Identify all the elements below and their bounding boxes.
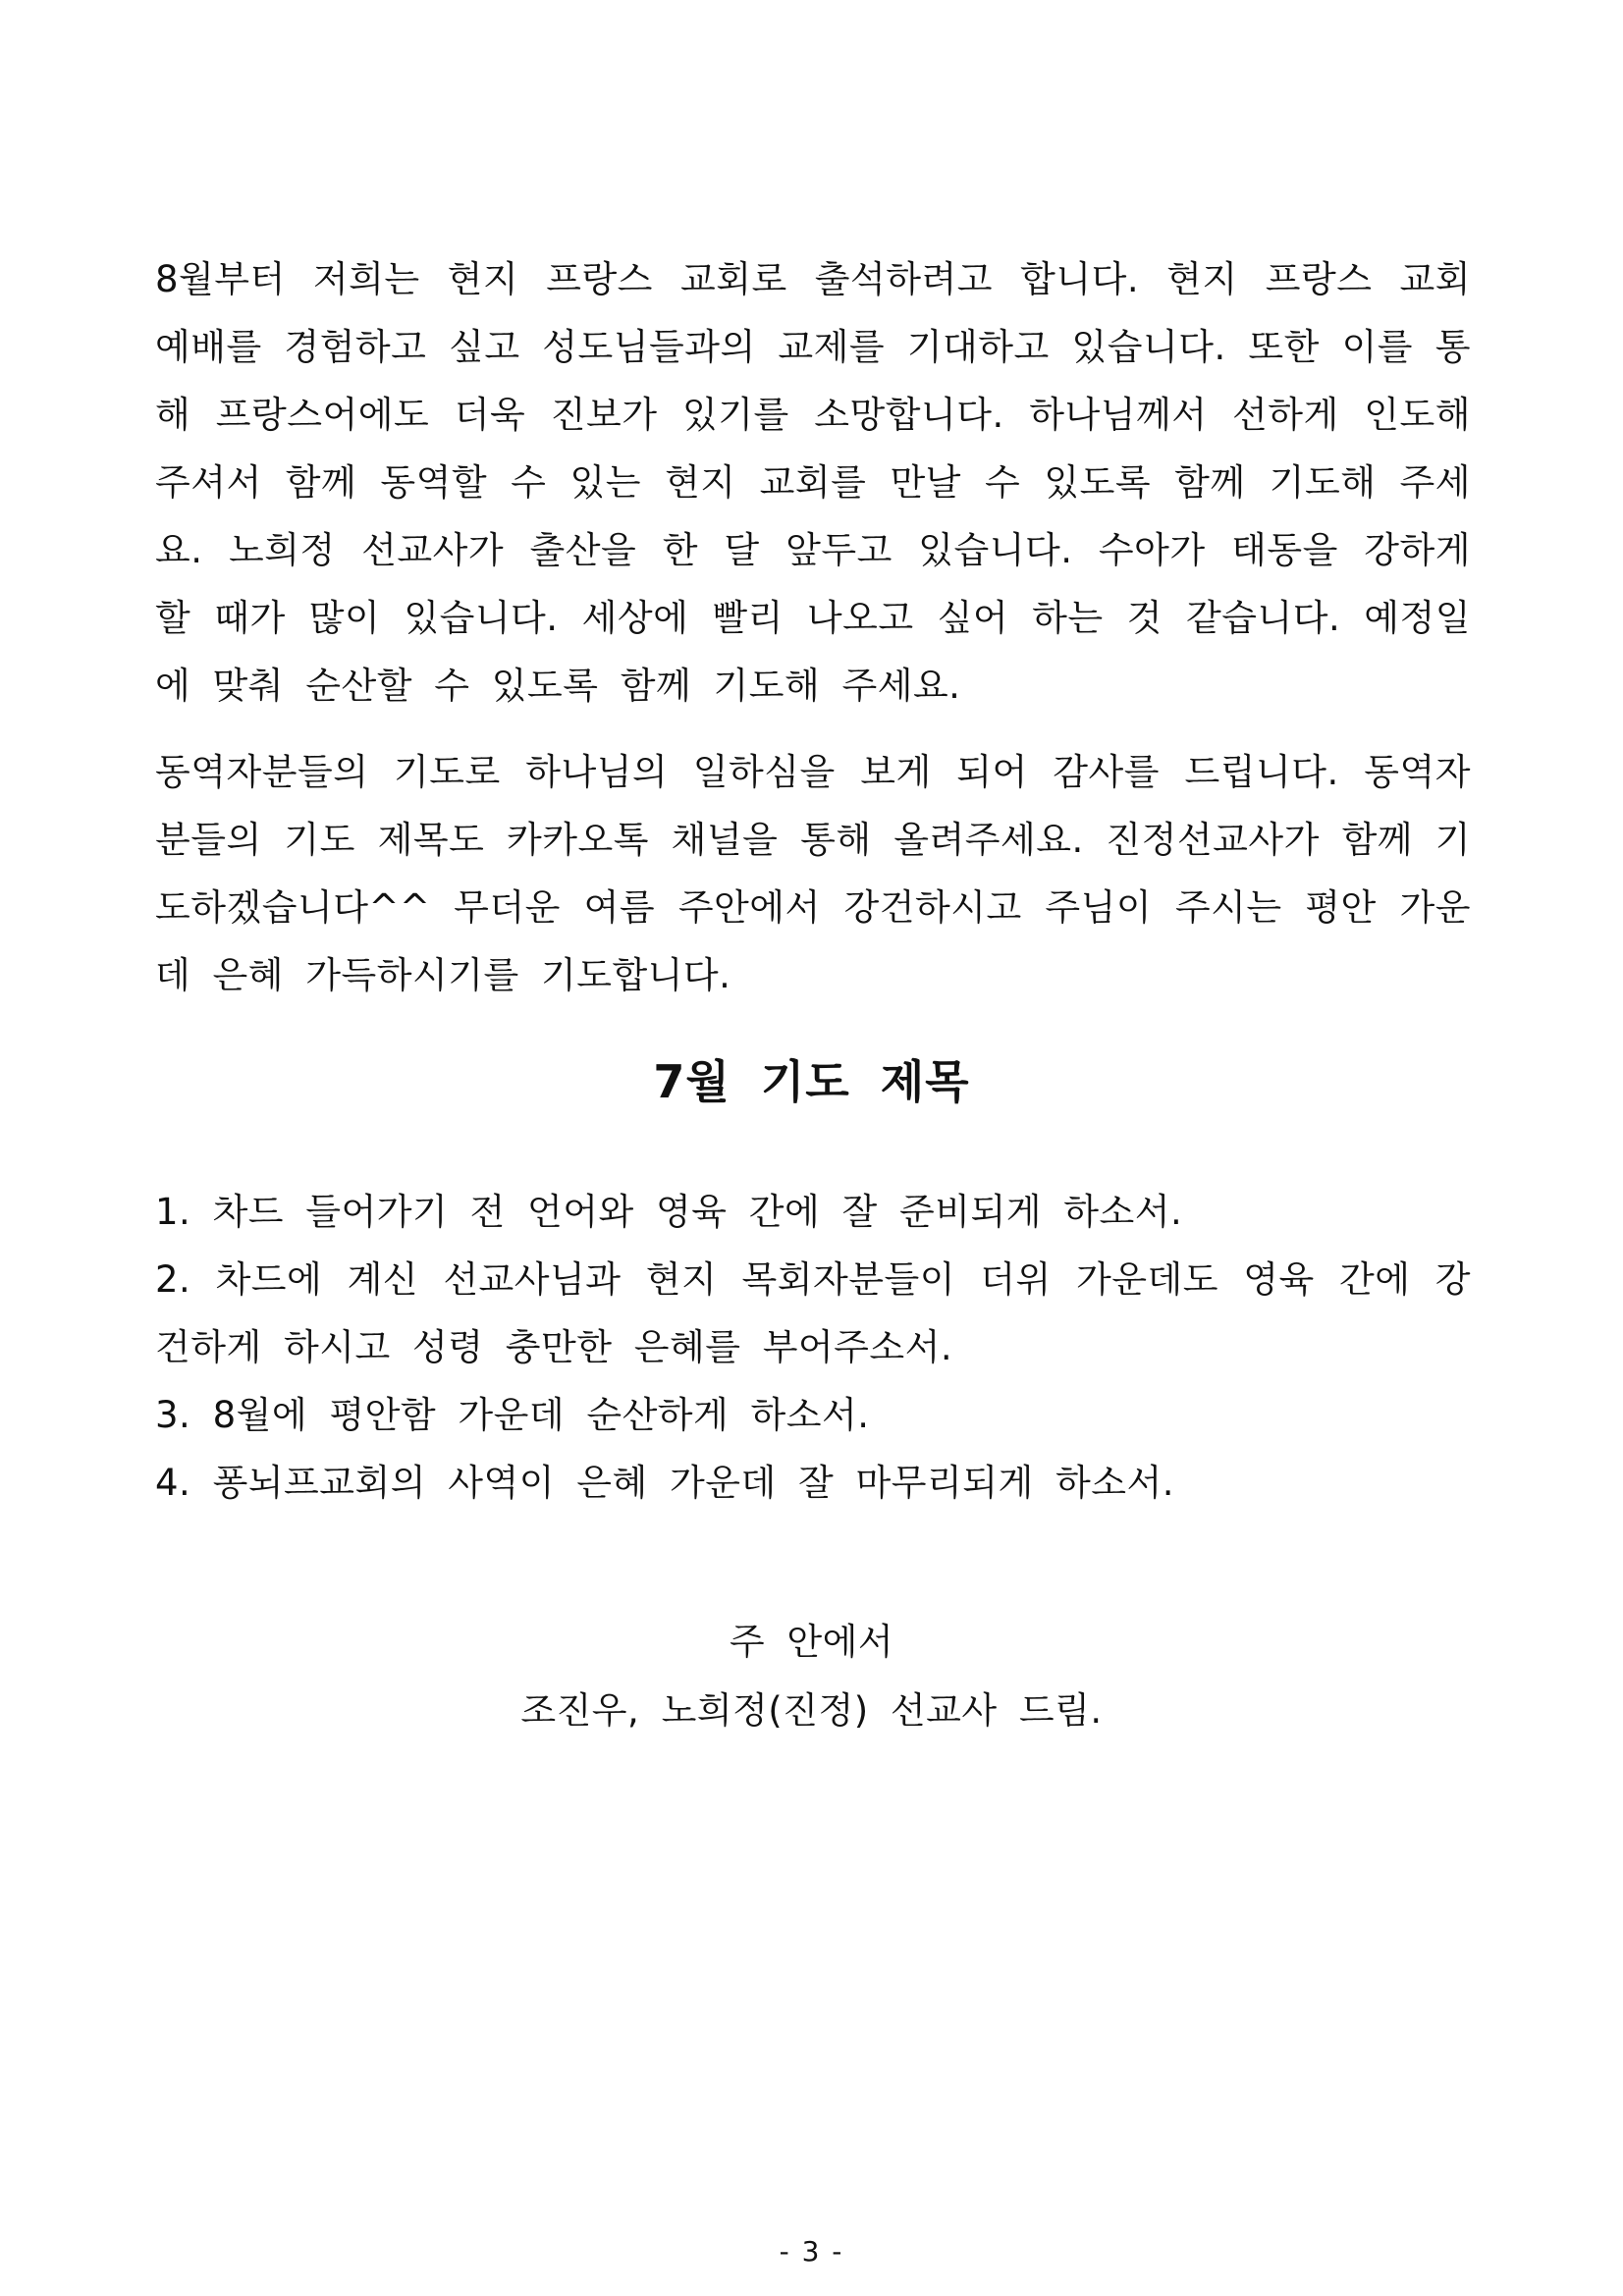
- body-paragraph-1: 8월부터 저희는 현지 프랑스 교회로 출석하려고 합니다. 현지 프랑스 교회 예배를 경험하고 싶고 성도님들과의 교제를 기대하고 있습니다. 또한 이를 통해 프랑스어에도 더욱 진보가 있기를 소망합니다. 하나님께서 선하게 인도해 주셔서 함께 동역할 수 있는 현지 교회를 만날 수 있도록 함께 기도해 주세요. 노희정 선교사가 출산을 한 달 앞두고 있습니다. 수아가 태동을 강하게 할 때가 많이 있습니다. 세상에 빨리 나오고 싶어 하는 것 같습니다. 예정일에 맞춰 순산할 수 있도록 함께 기도해 주세요.: [155, 258, 1471, 707]
- prayer-item-4: 4. 퐁뇌프교회의 사역이 은혜 가운데 잘 마무리되게 하소서.: [155, 1462, 1174, 1504]
- prayer-item-2: 2. 차드에 계신 선교사님과 현지 목회자분들이 더위 가운데도 영육 간에 강건하게 하시고 성령 충만한 은혜를 부어주소서.: [155, 1258, 1471, 1368]
- prayer-item-3: 3. 8월에 평안함 가운데 순산하게 하소서.: [155, 1394, 870, 1436]
- closing-signature: 조진우, 노희정(진정) 선교사 드림.: [520, 1689, 1103, 1732]
- prayer-list: [155, 1178, 1471, 1517]
- page-number: - 3 -: [779, 2235, 844, 2268]
- body-paragraph-2: 동역자분들의 기도로 하나님의 일하심을 보게 되어 감사를 드립니다. 동역자분들의 기도 제목도 카카오톡 채널을 통해 올려주세요. 진정선교사가 함께 기도하겠습니다^^ 무더운 여름 주안에서 강건하시고 주님이 주시는 평안 가운데 은혜 가득하시기를 기도합니다.: [155, 751, 1471, 996]
- prayer-item-1: 1. 차드 들어가기 전 언어와 영육 간에 잘 준비되게 하소서.: [155, 1191, 1183, 1233]
- prayer-section-heading: 7월 기도 제목: [653, 1055, 970, 1108]
- closing-greeting: 주 안에서: [729, 1621, 894, 1663]
